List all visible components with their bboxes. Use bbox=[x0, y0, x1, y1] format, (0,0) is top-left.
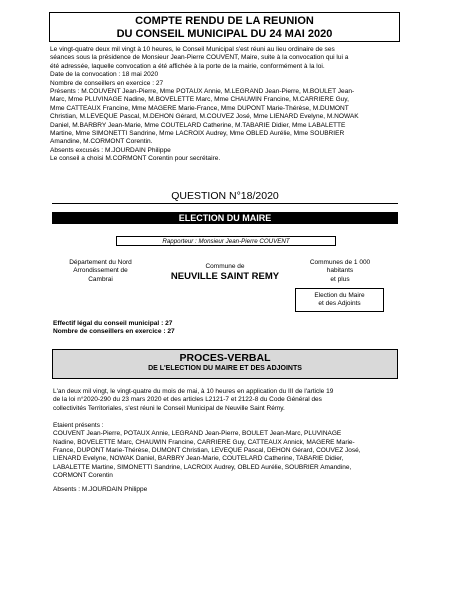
councillors-count: Nombre de conseillers en exercice : 27 bbox=[50, 79, 164, 87]
cambrai-line: Cambrai bbox=[88, 275, 113, 283]
rapporteur-box: Rapporteur : Monsieur Jean-Pierre COUVENT bbox=[116, 236, 336, 246]
presents-line: Amandine, M.CORMONT Corentin. bbox=[50, 138, 153, 146]
presents-line: LABALETTE Martine, SIMONETTI Sandrine, LACROIX Audrey, OBLED Aurélie, SOUBRIER Amandine, bbox=[53, 463, 352, 471]
communes-size-line: habitants bbox=[326, 267, 354, 275]
commune-label: Commune de bbox=[205, 263, 245, 270]
presents-heading: Etaient présents : bbox=[53, 422, 104, 429]
pv-intro-line: L'an deux mil vingt, le vingt-quatre du mois de mai, à 10 heures en application du III de l'article 19 bbox=[53, 388, 334, 395]
pv-subtitle: DE L'ELECTION DU MAIRE ET DES ADJOINTS bbox=[148, 365, 302, 372]
conseillers-exercice: Nombre de conseillers en exercice : 27 bbox=[53, 328, 175, 336]
secretary-line: Le conseil a choisi M.CORMONT Corentin pour secrétaire. bbox=[50, 155, 221, 163]
presents-line: LIENARD Evelyne, NOWAK Daniel, BARBRY Jean-Marie, COUTELARD Catherine, TABARIE Didier, bbox=[53, 455, 344, 463]
intro-paragraph bbox=[50, 46, 400, 164]
election-type-line: Election du Maire bbox=[314, 292, 365, 299]
pv-title: PROCES-VERBAL bbox=[179, 352, 271, 364]
convocation-date: Date de la convocation : 18 mai 2020 bbox=[50, 71, 159, 79]
pv-intro-line: de la loi n°2020-290 du 23 mars 2020 et des articles L2121-7 et 2122-8 du Code Général des bbox=[53, 396, 322, 404]
report-title-box bbox=[49, 12, 400, 42]
presents-line: Nadine, BOVELETTE Marc, CHAUWIN Francine, CARRIERE Guy, CATTEAUX Annick, MAGERE Marie- bbox=[53, 438, 355, 446]
effectif-legal: Effectif légal du conseil municipal : 27 bbox=[53, 320, 173, 327]
presents-line: France, DUPONT Marie-Thérèse, DUMONT Christian, LEVEQUE Pascal, DEHON Gérard, COUVEZ José, bbox=[53, 447, 361, 455]
communes-size-block bbox=[300, 259, 380, 284]
intro-line: été adressée, laquelle convocation a été affichée à la porte de la mairie, conformément à la loi. bbox=[50, 62, 325, 70]
intro-line: Le vingt-quatre deux mil vingt à 10 heures, le Conseil Municipal s'est réuni au lieu ordinaire de ses bbox=[50, 46, 335, 53]
absents-line: Absents : M.JOURDAIN Philippe bbox=[53, 486, 148, 493]
report-title-line2: DU CONSEIL MUNICIPAL DU 24 MAI 2020 bbox=[116, 28, 333, 40]
presents-line: Martine, Mme SIMONETTI Sandrine, Mme LACROIX Audrey, Mme OBLED Aurélie, Mme SOUBRIER bbox=[50, 130, 345, 138]
question-number: QUESTION N°18/2020 bbox=[52, 190, 398, 204]
election-type-line: et des Adjoints bbox=[318, 300, 361, 308]
presents-line: Marc, Mme PLUVINAGE Nadine, M.BOVELETTE Marc, Mme CHAUWIN Francine, M.CARRIERE Guy, bbox=[50, 96, 349, 104]
departement-block bbox=[53, 259, 148, 284]
presents-line: Présents : M.COUVENT Jean-Pierre, Mme POTAUX Annie, M.LEGRAND Jean-Pierre, M.BOULET Jean- bbox=[50, 88, 355, 96]
election-type-box bbox=[295, 288, 384, 312]
effectif-block bbox=[53, 320, 175, 337]
presents-line: Christian, M.LEVEQUE Pascal, M.DEHON Gérard, M.COUVEZ José, Mme LIENARD Evelyne, M.NOWAK bbox=[50, 113, 359, 121]
arrondissement-line: Arrondissement de bbox=[73, 267, 128, 275]
departement-line: Département du Nord bbox=[69, 259, 132, 266]
communes-size-line: Communes de 1 000 bbox=[309, 259, 371, 266]
intro-line: séances sous la présidence de Monsieur Jean-Pierre COUVENT, Maire, suite à la convocation qui lui a bbox=[50, 54, 349, 62]
pv-intro-line: collectivités Territoriales, s'est réuni le Conseil Municipal de Neuville Saint Rémy. bbox=[53, 404, 285, 412]
presents-line: Daniel, M.BARBRY Jean-Marie, Mme COUTELARD Catherine, M.TABARIE Didier, Mme LABALETTE bbox=[50, 121, 346, 129]
presents-paragraph bbox=[53, 422, 399, 480]
proces-verbal-box bbox=[52, 349, 398, 379]
absents-excuses: Absents excusés : M.JOURDAIN Philippe bbox=[50, 146, 171, 154]
communes-size-line: et plus bbox=[330, 275, 350, 283]
election-heading: ELECTION DU MAIRE bbox=[52, 212, 398, 224]
report-title-line1: COMPTE RENDU DE LA REUNION bbox=[135, 15, 314, 27]
presents-line: COUVENT Jean-Pierre, POTAUX Annie, LEGRAND Jean-Pierre, BOULET Jean-Marc, PLUVINAGE bbox=[53, 430, 342, 438]
presents-line: Mme CATTEAUX Francine, Mme MAGERE Marie-France, Mme DUPONT Marie-Thérèse, M.DUMONT bbox=[50, 104, 349, 112]
presents-line: CORMONT Corentin bbox=[53, 472, 113, 480]
commune-name: NEUVILLE SAINT REMY bbox=[170, 271, 280, 282]
pv-intro-paragraph bbox=[53, 388, 399, 413]
